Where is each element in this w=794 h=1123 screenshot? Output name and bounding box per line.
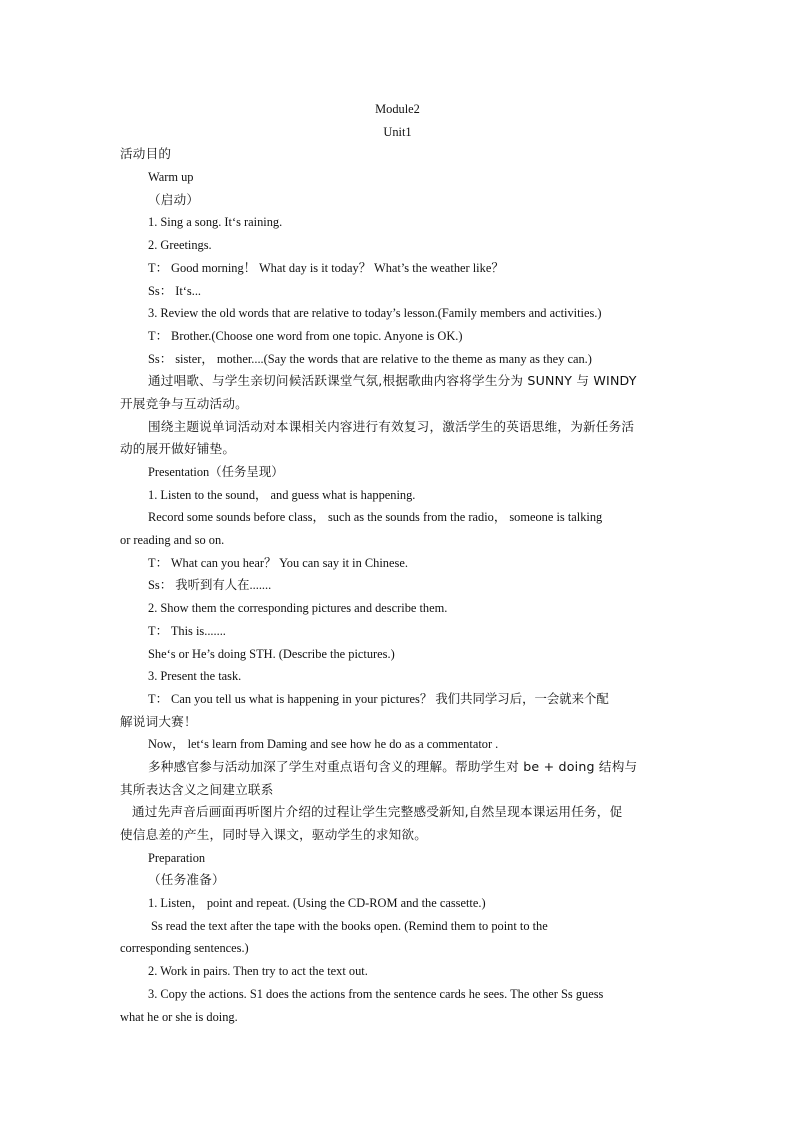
text-line: Ss： sister， mother....(Say the words that are relative to the theme as many as they can.) xyxy=(148,351,592,366)
text-line: Now， let‘s learn from Daming and see how he do as a commentator . xyxy=(148,737,499,752)
text-line: T： What can you hear？ You can say it in Chinese. xyxy=(148,555,408,570)
section-heading: 活动目的 xyxy=(120,146,172,162)
text-line: what he or she is doing. xyxy=(120,1009,238,1024)
text-line: 2. Greetings. xyxy=(148,238,212,253)
text-line: 2. Show them the corresponding pictures and describe them. xyxy=(148,601,448,616)
text-line: 3. Present the task. xyxy=(148,669,242,684)
text-line: T： This is....... xyxy=(148,623,226,638)
module-title: Module2 xyxy=(375,102,420,116)
text-line: 动的展开做好铺垫。 xyxy=(120,441,236,457)
text-line: 通过先声音后画面再听图片介绍的过程让学生完整感受新知,自然呈现本课运用任务，促 xyxy=(132,804,623,820)
text-line: 围绕主题说单词活动对本课相关内容进行有效复习，激活学生的英语思维，为新任务活 xyxy=(148,418,635,434)
document-page xyxy=(120,98,675,1028)
text-line: 1. Listen， point and repeat. (Using the CD-ROM and the cassette.) xyxy=(148,896,486,911)
text-line: 其所表达含义之间建立联系 xyxy=(120,781,274,797)
text-line: or reading and so on. xyxy=(120,533,225,548)
text-line: 1. Listen to the sound， and guess what is happening. xyxy=(148,487,416,502)
text-line: Ss： It‘s... xyxy=(148,283,202,298)
text-line: 使信息差的产生，同时导入课文，驱动学生的求知欲。 xyxy=(120,827,428,842)
text-line: 2. Work in pairs. Then try to act the text out. xyxy=(148,964,368,979)
text-line: Record some sounds before class， such as the sounds from the radio， someone is talking xyxy=(148,510,603,525)
text-line: T： Good morning！ What day is it today？ What’s the weather like？ xyxy=(148,260,504,275)
text-line: 3. Review the old words that are relative to today’s lesson.(Family members and activities.) xyxy=(148,306,602,321)
text-line: 多种感官参与活动加深了学生对重点语句含义的理解。帮助学生对 be + doing 结构与 xyxy=(148,758,638,774)
text-line: Ss read the text after the tape with the books open. (Remind them to point to the xyxy=(151,918,548,933)
text-line: 1. Sing a song. It‘s raining. xyxy=(148,215,283,230)
text-line: 3. Copy the actions. S1 does the actions from the sentence cards he sees. The other Ss guess xyxy=(148,986,604,1001)
text-line: 解说词大赛！ xyxy=(120,713,197,729)
text-line: 开展竞争与互动活动。 xyxy=(120,395,248,411)
preparation-cn: （任务准备） xyxy=(148,872,225,888)
text-line: corresponding sentences.) xyxy=(120,941,249,956)
unit-title: Unit1 xyxy=(383,124,412,139)
preparation-heading: Preparation xyxy=(148,850,206,865)
warmup-cn: （启动） xyxy=(148,191,200,207)
text-line: T： Brother.(Choose one word from one topic. Anyone is OK.) xyxy=(148,328,463,343)
presentation-heading: Presentation（任务呈现） xyxy=(148,465,284,479)
text-line: Ss： 我听到有人在....... xyxy=(148,578,272,593)
text-line: T： Can you tell us what is happening in your pictures？ 我们共同学习后，一会就来个配 xyxy=(148,691,609,706)
warmup-heading: Warm up xyxy=(148,170,194,185)
text-line: She‘s or He’s doing STH. (Describe the pictures.) xyxy=(148,646,395,661)
text-line: 通过唱歌、与学生亲切问候活跃课堂气氛,根据歌曲内容将学生分为 SUNNY 与 WINDY xyxy=(148,373,637,389)
